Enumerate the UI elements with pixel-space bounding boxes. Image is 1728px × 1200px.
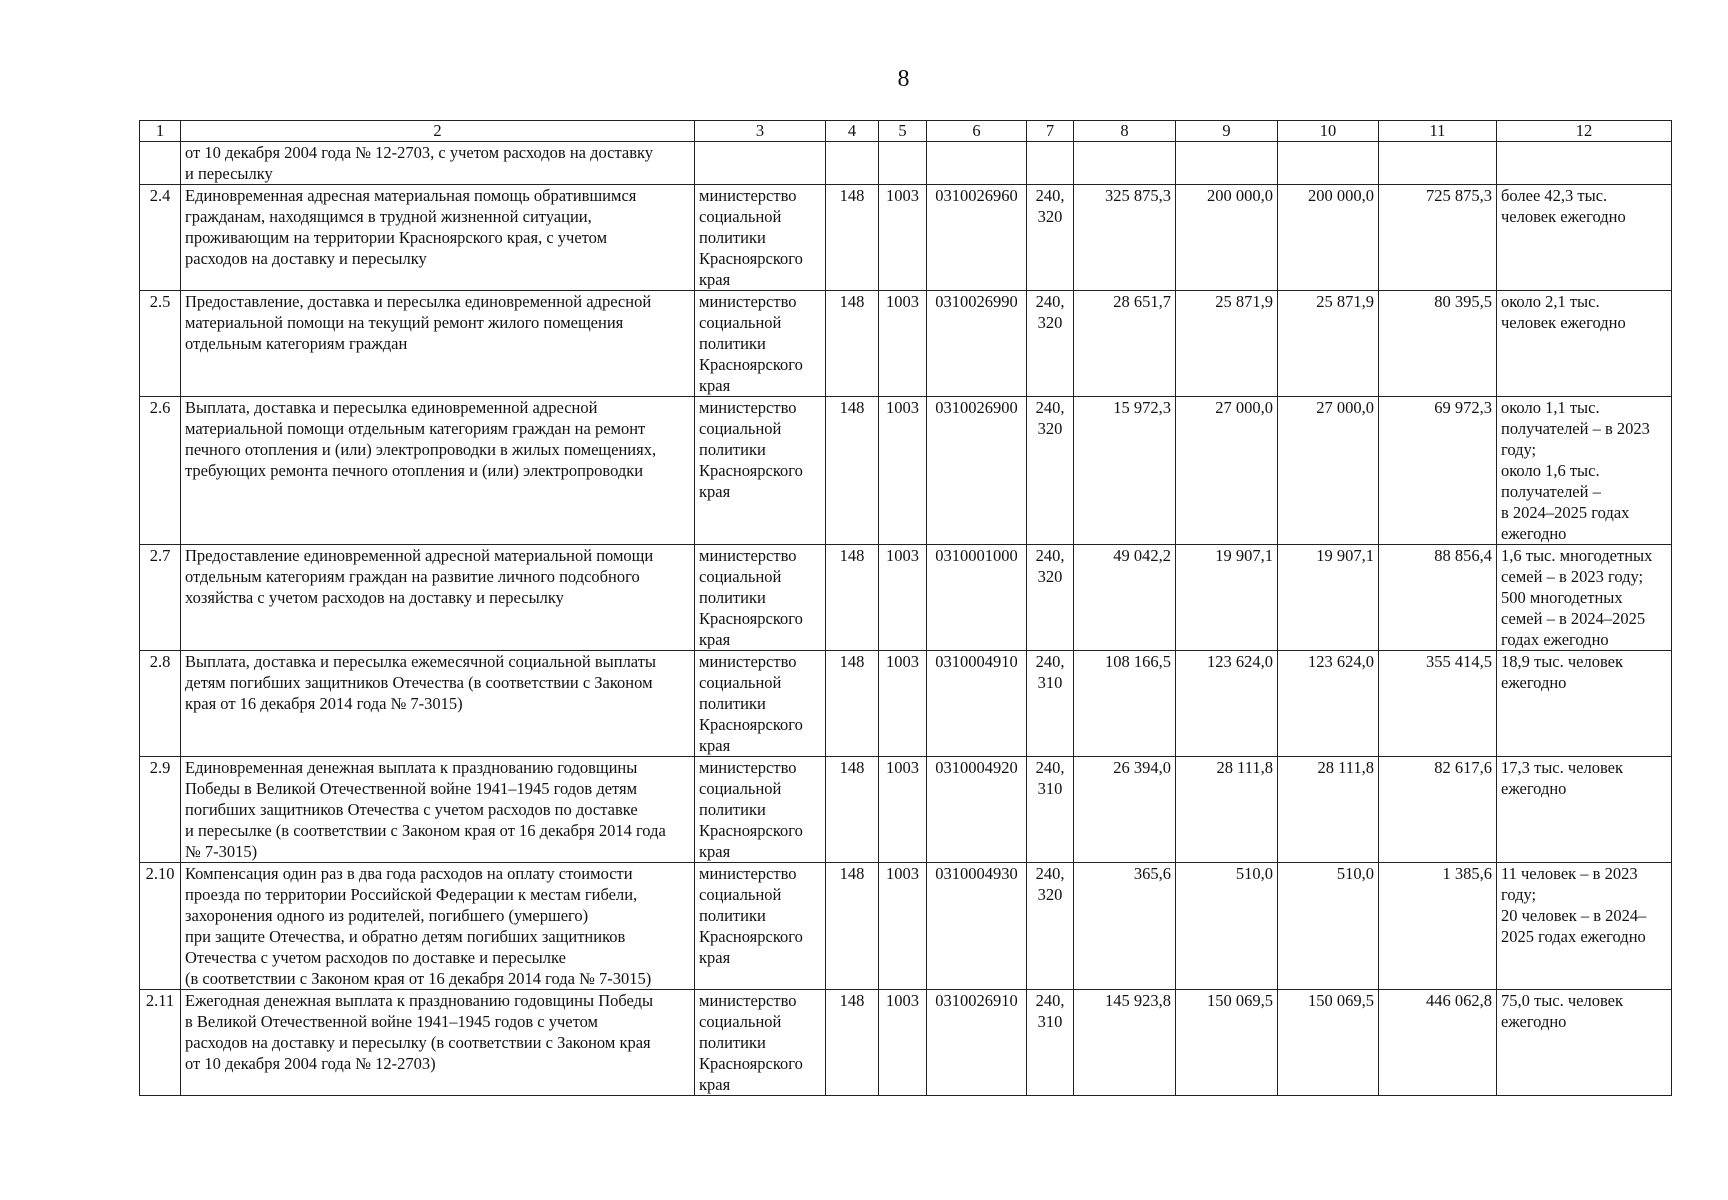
vr-code-cell — [1027, 757, 1074, 863]
grbs-code-cell — [826, 142, 879, 185]
row-number-cell — [140, 142, 181, 185]
grbs-code-cell: 148 — [826, 545, 879, 651]
grbs-code-cell: 148 — [826, 291, 879, 397]
column-header: 6 — [927, 121, 1027, 142]
grbs-code-cell: 148 — [826, 990, 879, 1096]
amount-2024-cell: 200 000,0 — [1176, 185, 1278, 291]
executor-cell-line: Красноярского — [699, 609, 803, 628]
vr-code-cell — [1027, 863, 1074, 990]
result-cell-line: ежегодно — [1501, 673, 1567, 692]
result-cell-line: около 1,1 тыс. — [1501, 398, 1600, 417]
measure-name-cell-line: Предоставление единовременной адресной материальной помощи — [185, 546, 654, 565]
amount-2024-cell: 150 069,5 — [1176, 990, 1278, 1096]
executor-cell-line: министерство — [699, 991, 797, 1010]
result-cell — [1497, 185, 1672, 291]
executor-cell-line: министерство — [699, 186, 797, 205]
executor-cell-line: политики — [699, 334, 766, 353]
table-row — [140, 757, 1672, 863]
executor-cell-line: Красноярского — [699, 461, 803, 480]
vr-code-cell-line: 310 — [1037, 1012, 1063, 1031]
result-cell-line: получателей – в 2023 — [1501, 419, 1650, 438]
result-cell-line: семей – в 2024–2025 — [1501, 609, 1646, 628]
amount-total-cell: 88 856,4 — [1379, 545, 1497, 651]
result-cell-line: 20 человек – в 2024– — [1501, 906, 1647, 925]
measure-name-cell-line: Предоставление, доставка и пересылка единовременной адресной — [185, 292, 652, 311]
executor-cell-line: края — [699, 270, 731, 289]
measure-name-cell-line: отдельным категориям граждан на развитие личного подсобного — [185, 567, 640, 586]
page-number: 8 — [897, 66, 910, 92]
vr-code-cell-line: 240, — [1035, 546, 1065, 565]
result-cell-line: годах ежегодно — [1501, 630, 1609, 649]
vr-code-cell-line: 240, — [1035, 186, 1065, 205]
amount-2023-cell: 145 923,8 — [1074, 990, 1176, 1096]
executor-cell-line: края — [699, 736, 731, 755]
amount-total-cell: 446 062,8 — [1379, 990, 1497, 1096]
result-cell — [1497, 651, 1672, 757]
measure-name-cell — [181, 545, 695, 651]
table-row — [140, 990, 1672, 1096]
amount-2025-cell: 28 111,8 — [1278, 757, 1379, 863]
measure-name-cell-line: (в соответствии с Законом края от 16 декабря 2014 года № 7-3015) — [185, 969, 652, 988]
csr-code-cell: 0310001000 — [927, 545, 1027, 651]
measure-name-cell-line: Ежегодная денежная выплата к празднованию годовщины Победы — [185, 991, 654, 1010]
executor-cell-line: Красноярского — [699, 715, 803, 734]
executor-cell-line: края — [699, 1075, 731, 1094]
executor-cell-line: политики — [699, 906, 766, 925]
executor-cell-line: политики — [699, 588, 766, 607]
executor-cell-line: политики — [699, 694, 766, 713]
measure-name-cell-line: материальной помощи на текущий ремонт жилого помещения — [185, 313, 624, 332]
grbs-code-cell: 148 — [826, 863, 879, 990]
measure-name-cell-line: Отечества с учетом расходов по доставке и пересылке — [185, 948, 566, 967]
measure-name-cell — [181, 863, 695, 990]
result-cell-line: около 2,1 тыс. — [1501, 292, 1600, 311]
executor-cell — [695, 545, 826, 651]
result-cell-line: году; — [1501, 440, 1537, 459]
column-number-row — [140, 121, 1672, 142]
executor-cell-line: политики — [699, 228, 766, 247]
rzpr-code-cell: 1003 — [879, 291, 927, 397]
measure-name-cell-line: материальной помощи отдельным категориям граждан на ремонт — [185, 419, 646, 438]
measure-name-cell-line: от 10 декабря 2004 года № 12-2703) — [185, 1054, 436, 1073]
csr-code-cell — [927, 142, 1027, 185]
amount-2025-cell: 200 000,0 — [1278, 185, 1379, 291]
measure-name-cell-line: захоронения одного из родителей, погибшего (умершего) — [185, 906, 589, 925]
table-row — [140, 651, 1672, 757]
executor-cell-line: социальной — [699, 779, 782, 798]
result-cell-line: 11 человек – в 2023 — [1501, 864, 1638, 883]
column-header: 4 — [826, 121, 879, 142]
result-cell-line: человек ежегодно — [1501, 207, 1626, 226]
executor-cell-line: края — [699, 948, 731, 967]
measure-name-cell-line: Победы в Великой Отечественной войне 1941–1945 годов детям — [185, 779, 638, 798]
grbs-code-cell: 148 — [826, 651, 879, 757]
vr-code-cell-line: 320 — [1037, 313, 1063, 332]
rzpr-code-cell: 1003 — [879, 757, 927, 863]
measure-name-cell-line: и пересылке (в соответствии с Законом края от 16 декабря 2014 года — [185, 821, 666, 840]
executor-cell-line: социальной — [699, 207, 782, 226]
vr-code-cell-line: 240, — [1035, 758, 1065, 777]
csr-code-cell: 0310026960 — [927, 185, 1027, 291]
column-header: 11 — [1379, 121, 1497, 142]
measure-name-cell-line: края от 16 декабря 2014 года № 7-3015) — [185, 694, 463, 713]
vr-code-cell-line: 240, — [1035, 398, 1065, 417]
table-row — [140, 397, 1672, 545]
vr-code-cell-line: 240, — [1035, 292, 1065, 311]
column-header: 12 — [1497, 121, 1672, 142]
amount-2025-cell — [1278, 142, 1379, 185]
amount-2023-cell: 325 875,3 — [1074, 185, 1176, 291]
executor-cell — [695, 757, 826, 863]
executor-cell-line: министерство — [699, 398, 797, 417]
measure-name-cell — [181, 142, 695, 185]
executor-cell-line: социальной — [699, 567, 782, 586]
vr-code-cell-line: 320 — [1037, 567, 1063, 586]
table-row — [140, 185, 1672, 291]
measure-name-cell-line: проезда по территории Российской Федерации к местам гибели, — [185, 885, 638, 904]
amount-2023-cell: 365,6 — [1074, 863, 1176, 990]
vr-code-cell-line: 240, — [1035, 652, 1065, 671]
measure-name-cell — [181, 990, 695, 1096]
result-cell-line: 2025 годах ежегодно — [1501, 927, 1646, 946]
column-header: 10 — [1278, 121, 1379, 142]
executor-cell — [695, 142, 826, 185]
amount-2024-cell: 510,0 — [1176, 863, 1278, 990]
result-cell-line: 1,6 тыс. многодетных — [1501, 546, 1653, 565]
result-cell-line: 18,9 тыс. человек — [1501, 652, 1624, 671]
budget-table — [139, 120, 1672, 1096]
executor-cell-line: политики — [699, 440, 766, 459]
result-cell-line: 17,3 тыс. человек — [1501, 758, 1624, 777]
executor-cell-line: политики — [699, 1033, 766, 1052]
grbs-code-cell: 148 — [826, 757, 879, 863]
executor-cell-line: Красноярского — [699, 927, 803, 946]
measure-name-cell-line: расходов на доставку и пересылку — [185, 249, 427, 268]
measure-name-cell-line: и пересылку — [185, 164, 273, 183]
executor-cell — [695, 397, 826, 545]
vr-code-cell — [1027, 291, 1074, 397]
csr-code-cell: 0310026990 — [927, 291, 1027, 397]
measure-name-cell-line: при защите Отечества, и обратно детям погибших защитников — [185, 927, 626, 946]
result-cell-line: человек ежегодно — [1501, 313, 1626, 332]
row-number-cell: 2.4 — [140, 185, 181, 291]
result-cell — [1497, 397, 1672, 545]
executor-cell-line: министерство — [699, 652, 797, 671]
row-number-cell: 2.6 — [140, 397, 181, 545]
csr-code-cell: 0310004910 — [927, 651, 1027, 757]
measure-name-cell-line: детям погибших защитников Отечества (в соответствии с Законом — [185, 673, 653, 692]
measure-name-cell — [181, 291, 695, 397]
grbs-code-cell: 148 — [826, 397, 879, 545]
column-header: 8 — [1074, 121, 1176, 142]
executor-cell — [695, 863, 826, 990]
row-number-cell: 2.9 — [140, 757, 181, 863]
csr-code-cell: 0310004920 — [927, 757, 1027, 863]
amount-total-cell: 82 617,6 — [1379, 757, 1497, 863]
executor-cell-line: социальной — [699, 313, 782, 332]
vr-code-cell — [1027, 185, 1074, 291]
measure-name-cell-line: гражданам, находящимся в трудной жизненной ситуации, — [185, 207, 592, 226]
measure-name-cell-line: печного отопления и (или) электропроводки в жилых помещениях, — [185, 440, 657, 459]
executor-cell-line: политики — [699, 800, 766, 819]
amount-2024-cell: 123 624,0 — [1176, 651, 1278, 757]
vr-code-cell — [1027, 990, 1074, 1096]
column-header: 2 — [181, 121, 695, 142]
measure-name-cell-line: погибших защитников Отечества с учетом расходов по доставке — [185, 800, 638, 819]
rzpr-code-cell: 1003 — [879, 990, 927, 1096]
result-cell-line: ежегодно — [1501, 779, 1567, 798]
vr-code-cell — [1027, 545, 1074, 651]
amount-2023-cell: 49 042,2 — [1074, 545, 1176, 651]
result-cell-line: в 2024–2025 годах — [1501, 503, 1630, 522]
table-row — [140, 545, 1672, 651]
measure-name-cell — [181, 757, 695, 863]
measure-name-cell-line: Выплата, доставка и пересылка единовременной адресной — [185, 398, 598, 417]
executor-cell — [695, 291, 826, 397]
result-cell — [1497, 863, 1672, 990]
amount-2023-cell: 108 166,5 — [1074, 651, 1176, 757]
measure-name-cell-line: расходов на доставку и пересылку (в соответствии с Законом края — [185, 1033, 651, 1052]
vr-code-cell-line: 320 — [1037, 419, 1063, 438]
executor-cell-line: министерство — [699, 864, 797, 883]
vr-code-cell-line: 240, — [1035, 991, 1065, 1010]
result-cell-line: году; — [1501, 885, 1537, 904]
executor-cell-line: социальной — [699, 1012, 782, 1031]
amount-total-cell: 725 875,3 — [1379, 185, 1497, 291]
vr-code-cell-line: 310 — [1037, 673, 1063, 692]
amount-2025-cell: 25 871,9 — [1278, 291, 1379, 397]
amount-2023-cell — [1074, 142, 1176, 185]
executor-cell-line: министерство — [699, 758, 797, 777]
vr-code-cell — [1027, 142, 1074, 185]
executor-cell-line: Красноярского — [699, 1054, 803, 1073]
executor-cell-line: Красноярского — [699, 821, 803, 840]
measure-name-cell-line: Единовременная адресная материальная помощь обратившимся — [185, 186, 637, 205]
row-number-cell: 2.8 — [140, 651, 181, 757]
vr-code-cell-line: 320 — [1037, 885, 1063, 904]
result-cell-line: ежегодно — [1501, 524, 1567, 543]
result-cell-line: 500 многодетных — [1501, 588, 1623, 607]
rzpr-code-cell: 1003 — [879, 397, 927, 545]
amount-2024-cell — [1176, 142, 1278, 185]
amount-total-cell: 355 414,5 — [1379, 651, 1497, 757]
amount-total-cell: 69 972,3 — [1379, 397, 1497, 545]
measure-name-cell-line: Единовременная денежная выплата к празднованию годовщины — [185, 758, 638, 777]
result-cell-line: 75,0 тыс. человек — [1501, 991, 1624, 1010]
vr-code-cell — [1027, 651, 1074, 757]
amount-2025-cell: 150 069,5 — [1278, 990, 1379, 1096]
csr-code-cell: 0310004930 — [927, 863, 1027, 990]
measure-name-cell — [181, 651, 695, 757]
executor-cell-line: края — [699, 482, 731, 501]
rzpr-code-cell: 1003 — [879, 863, 927, 990]
result-cell-line: около 1,6 тыс. — [1501, 461, 1600, 480]
result-cell-line: получателей – — [1501, 482, 1601, 501]
measure-name-cell-line: № 7-3015) — [185, 842, 258, 861]
executor-cell-line: социальной — [699, 673, 782, 692]
vr-code-cell — [1027, 397, 1074, 545]
column-header: 3 — [695, 121, 826, 142]
row-number-cell: 2.10 — [140, 863, 181, 990]
amount-2023-cell: 15 972,3 — [1074, 397, 1176, 545]
result-cell — [1497, 757, 1672, 863]
csr-code-cell: 0310026900 — [927, 397, 1027, 545]
amount-2025-cell: 123 624,0 — [1278, 651, 1379, 757]
amount-2024-cell: 19 907,1 — [1176, 545, 1278, 651]
executor-cell-line: министерство — [699, 292, 797, 311]
measure-name-cell-line: Выплата, доставка и пересылка ежемесячной социальной выплаты — [185, 652, 656, 671]
vr-code-cell-line: 310 — [1037, 779, 1063, 798]
amount-total-cell: 80 395,5 — [1379, 291, 1497, 397]
table-row — [140, 863, 1672, 990]
amount-2025-cell: 27 000,0 — [1278, 397, 1379, 545]
rzpr-code-cell — [879, 142, 927, 185]
amount-2024-cell: 28 111,8 — [1176, 757, 1278, 863]
measure-name-cell-line: хозяйства с учетом расходов на доставку и пересылку — [185, 588, 564, 607]
measure-name-cell-line: в Великой Отечественной войне 1941–1945 годов с учетом — [185, 1012, 598, 1031]
executor-cell-line: Красноярского — [699, 355, 803, 374]
executor-cell-line: министерство — [699, 546, 797, 565]
grbs-code-cell: 148 — [826, 185, 879, 291]
vr-code-cell-line: 240, — [1035, 864, 1065, 883]
executor-cell-line: социальной — [699, 419, 782, 438]
result-cell — [1497, 545, 1672, 651]
row-number-cell: 2.11 — [140, 990, 181, 1096]
rzpr-code-cell: 1003 — [879, 651, 927, 757]
column-header: 7 — [1027, 121, 1074, 142]
measure-name-cell-line: проживающим на территории Красноярского края, с учетом — [185, 228, 608, 247]
csr-code-cell: 0310026910 — [927, 990, 1027, 1096]
table-row — [140, 291, 1672, 397]
column-header: 9 — [1176, 121, 1278, 142]
amount-2024-cell: 25 871,9 — [1176, 291, 1278, 397]
column-header: 1 — [140, 121, 181, 142]
vr-code-cell-line: 320 — [1037, 207, 1063, 226]
executor-cell-line: Красноярского — [699, 249, 803, 268]
executor-cell-line: социальной — [699, 885, 782, 904]
measure-name-cell-line: требующих ремонта печного отопления и (или) электропроводки — [185, 461, 644, 480]
measure-name-cell-line: отдельным категориям граждан — [185, 334, 408, 353]
measure-name-cell-line: от 10 декабря 2004 года № 12-2703, с учетом расходов на доставку — [185, 143, 654, 162]
row-number-cell: 2.5 — [140, 291, 181, 397]
executor-cell-line: края — [699, 376, 731, 395]
amount-2024-cell: 27 000,0 — [1176, 397, 1278, 545]
amount-total-cell — [1379, 142, 1497, 185]
amount-2025-cell: 510,0 — [1278, 863, 1379, 990]
table-row — [140, 142, 1672, 185]
result-cell-line: ежегодно — [1501, 1012, 1567, 1031]
executor-cell — [695, 651, 826, 757]
measure-name-cell — [181, 185, 695, 291]
row-number-cell: 2.7 — [140, 545, 181, 651]
column-header: 5 — [879, 121, 927, 142]
executor-cell — [695, 990, 826, 1096]
result-cell — [1497, 291, 1672, 397]
measure-name-cell — [181, 397, 695, 545]
amount-2023-cell: 26 394,0 — [1074, 757, 1176, 863]
rzpr-code-cell: 1003 — [879, 185, 927, 291]
result-cell — [1497, 990, 1672, 1096]
amount-total-cell: 1 385,6 — [1379, 863, 1497, 990]
result-cell-line: семей – в 2023 году; — [1501, 567, 1644, 586]
amount-2025-cell: 19 907,1 — [1278, 545, 1379, 651]
measure-name-cell-line: Компенсация один раз в два года расходов на оплату стоимости — [185, 864, 633, 883]
executor-cell — [695, 185, 826, 291]
rzpr-code-cell: 1003 — [879, 545, 927, 651]
result-cell — [1497, 142, 1672, 185]
executor-cell-line: края — [699, 842, 731, 861]
result-cell-line: более 42,3 тыс. — [1501, 186, 1608, 205]
executor-cell-line: края — [699, 630, 731, 649]
amount-2023-cell: 28 651,7 — [1074, 291, 1176, 397]
